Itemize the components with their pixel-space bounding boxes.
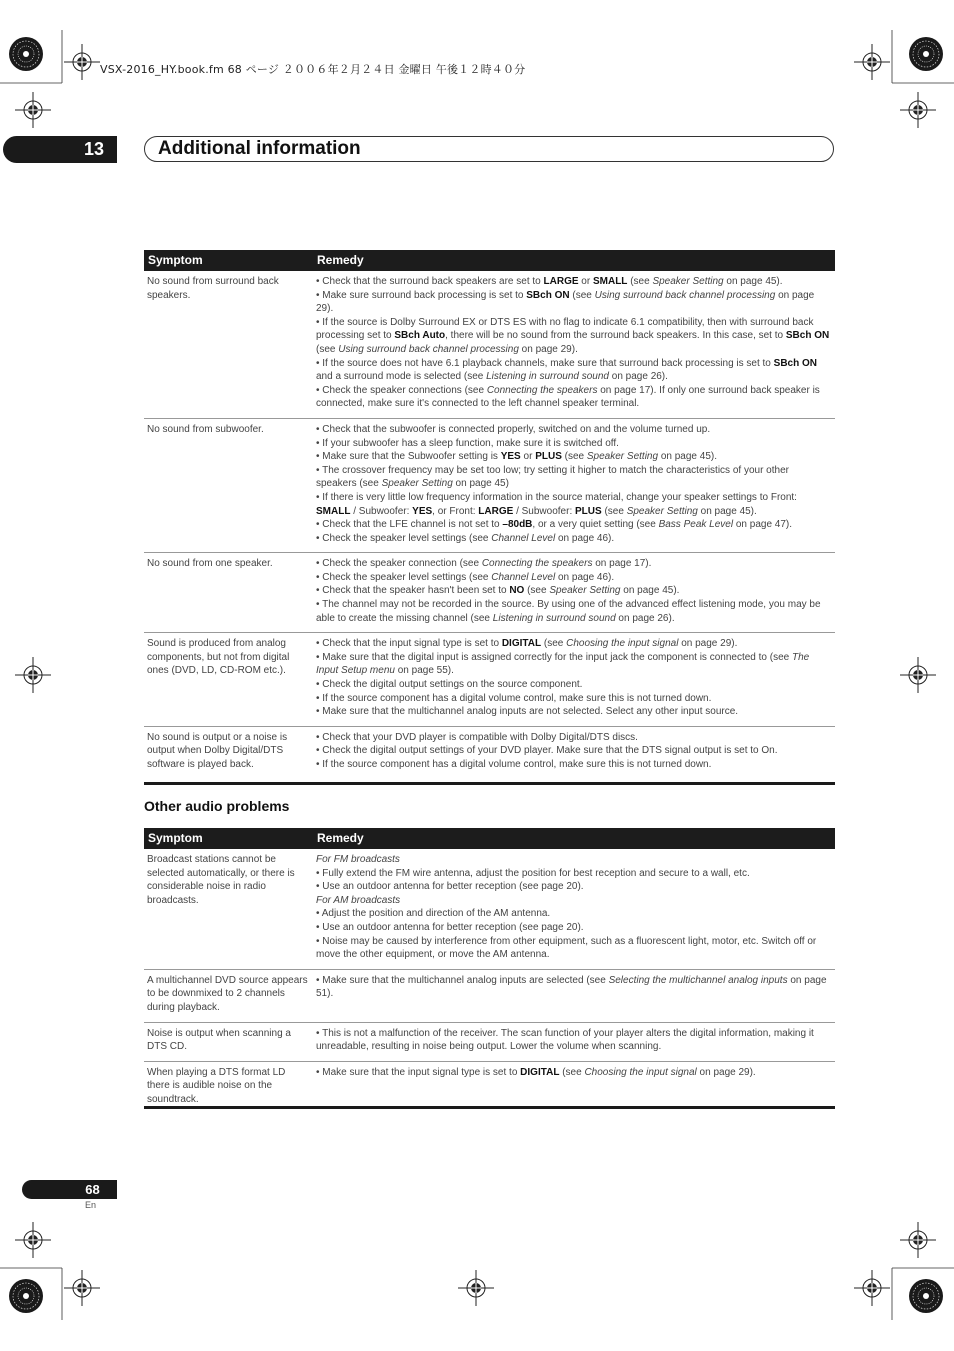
remedy-cell: • This is not a malfunction of the receiver. The scan function of your player alters the digital information, making it unreadable, resulting in noise being output. Lower the volume when scanning. [313,1022,835,1061]
remedy-cell: • Check that the subwoofer is connected properly, switched on and the volume turned up. • If your subwoofer has a sleep function, make sure it is switched off. • Make sure that the Subwoofer setting is YES or PLUS (see Speaker Setting on page 45). • The crossover frequency may be set too low; try setting it higher to match the characteristics of your other speakers (see Speaker Setting on page 45) • If there is very little low frequency information in the source material, change your speaker settings to Front: SMALL / Subwoofer: YES, or Front: LARGE / Subwoofer: PLUS (see Speaker Setting on page 45). • Check that the LFE channel is not set to –80dB, or a very quiet setting (see Bass Peak Level on page 47). • Check the speaker level settings (see Channel Level on page 46). [313,418,835,552]
symptom-cell: A multichannel DVD source appears to be downmixed to 2 channels during playback. [144,969,313,1022]
table-row [144,418,835,552]
symptom-cell: Sound is produced from analog components, but not from digital ones (DVD, LD, CD-ROM etc.). [144,633,313,727]
table-2-body [144,849,835,1114]
symptom-cell: No sound from surround back speakers. [144,271,313,418]
language-code: En [85,1200,97,1210]
remedy-cell: • Check that the input signal type is set to DIGITAL (see Choosing the input signal on page 29). • Make sure that the digital input is assigned correctly for the input jack the component is connected to (see The Input Setup menu on page 55). • Check the digital output settings on the source component. • If the source component has a digital volume control, make sure this is not turned down. • Make sure that the multichannel analog inputs are not selected. Select any other input source. [313,633,835,727]
symptom-cell: When playing a DTS format LD there is audible noise on the soundtrack. [147,1066,286,1105]
table-row [144,1022,835,1061]
table-row [144,553,835,633]
remedy-cell: • Make sure that the multichannel analog inputs are selected (see Selecting the multichannel analog inputs on page 51). [313,969,835,1022]
section-heading: Other audio problems [144,798,290,814]
table-row [144,271,835,418]
table-row [144,726,835,778]
remedy-cell: For FM broadcasts • Fully extend the FM wire antenna, adjust the position for best reception and secure to a wall, etc. • Use an outdoor antenna for better reception (see page 20). For AM broadcasts • Adjust the position and direction of the AM antenna. • Use an outdoor antenna for better reception (see page 20). • Noise may be caused by interference from other equipment, such as a fluorescent light, motor, etc. Switch off or move the other equipment, or move the AM antenna. [313,849,835,969]
column-header-remedy: Remedy [313,250,835,271]
troubleshooting-table-2 [144,828,835,1114]
table-row [144,969,835,1022]
symptom-cell: Broadcast stations cannot be selected automatically, or there is considerable noise in radio broadcasts. [144,849,313,969]
table-row [144,633,835,727]
column-header-remedy: Remedy [313,828,835,849]
table-row [144,849,835,969]
remedy-cell: • Make sure that the input signal type is set to DIGITAL (see Choosing the input signal on page 29). [316,1066,756,1078]
print-header: VSX-2016_HY.book.fm 68 ページ ２００６年２月２４日 金曜日 午後１２時４０分 [100,63,526,76]
symptom-cell: No sound from one speaker. [144,553,313,633]
remedy-cell: • Check that your DVD player is compatible with Dolby Digital/DTS discs. • Check the digital output settings of your DVD player. Make sure that the DTS signal output is set to On. • If the source component has a digital volume control, make sure this is not turned down. [316,731,778,770]
column-header-symptom: Symptom [144,250,313,271]
table-1-end-rule [144,782,835,785]
page-number: 68 [85,1182,100,1197]
chapter-number: 13 [83,139,105,159]
table-1-body [144,271,835,779]
remedy-cell: • Check that the surround back speakers are set to LARGE or SMALL (see Speaker Setting on page 45). • Make sure surround back processing is set to SBch ON (see Using surround back channel processing on page 29). • If the source is Dolby Surround EX or DTS ES with no flag to indicate 6.1 compatibility, then with surround back processing set to SBch Auto, there will be no sound from the surround back speakers. In this case, set to SBch ON (see Using surround back channel processing on page 29). • If the source does not have 6.1 playback channels, make sure that surround back processing is set to SBch ON and a surround mode is selected (see Listening in surround sound on page 26). • Check the speaker connections (see Connecting the speakers on page 17). If only one surround back speaker is connected, make sure it's connected to the left channel speaker terminal. [313,271,835,418]
remedy-cell: • Check the speaker connection (see Connecting the speakers on page 17). • Check the speaker level settings (see Channel Level on page 46). • Check that the speaker hasn't been set to NO (see Speaker Setting on page 45). • The channel may not be recorded in the source. By using one of the advanced effect listening mode, you may be able to create the missing channel (see Listening in surround sound on page 26). [313,553,835,633]
symptom-cell: No sound from subwoofer. [144,418,313,552]
table-2-end-rule [144,1106,835,1109]
symptom-cell: No sound is output or a noise is output when Dolby Digital/DTS software is played back. [147,731,288,770]
troubleshooting-table-1 [144,250,835,779]
column-header-symptom: Symptom [144,828,313,849]
symptom-cell: Noise is output when scanning a DTS CD. [144,1022,313,1061]
page-title: Additional information [158,138,361,159]
